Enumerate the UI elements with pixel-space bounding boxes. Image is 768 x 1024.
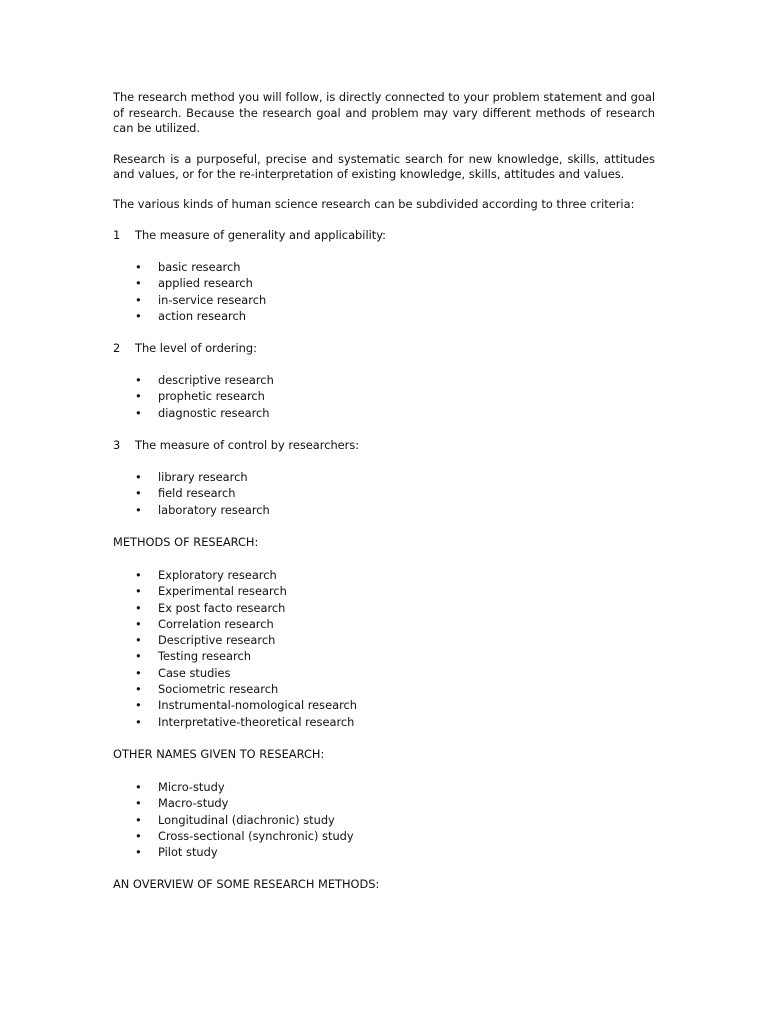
bullet-icon: • [135, 796, 142, 811]
overview-heading: AN OVERVIEW OF SOME RESEARCH METHODS: [113, 877, 380, 892]
bullet-icon: • [135, 779, 142, 794]
criterion-3-list [113, 469, 655, 518]
list-item: • Testing research [135, 649, 251, 664]
list-item: • Pilot study [135, 845, 218, 860]
bullet-icon: • [135, 260, 142, 274]
intro-paragraph-1: The research method you will follow, is directly connected to your problem statement and goal of research. Because the research goal and problem may vary different methods of research can be utilized. [113, 90, 655, 135]
document-page [113, 90, 655, 892]
list-item: • Sociometric research [135, 682, 279, 697]
list-item: • field research [135, 486, 236, 501]
bullet-icon: • [135, 828, 142, 843]
list-item: • laboratory research [135, 502, 270, 517]
criterion-3 [113, 437, 655, 453]
criterion-2-list [113, 372, 655, 421]
criterion-2 [113, 340, 655, 356]
bullet-icon: • [135, 308, 142, 323]
criterion-1 [113, 227, 655, 243]
bullet-icon: • [135, 486, 142, 501]
list-item: • basic research [135, 260, 241, 274]
bullet-icon: • [135, 649, 142, 664]
criterion-1-list [113, 259, 655, 324]
bullet-icon: • [135, 812, 142, 827]
methods-heading: METHODS OF RESEARCH: [113, 534, 259, 549]
criterion-label: The measure of generality and applicability: [135, 228, 386, 242]
bullet-icon: • [135, 292, 142, 307]
bullet-icon: • [135, 633, 142, 648]
other-names-heading: OTHER NAMES GIVEN TO RESEARCH: [113, 746, 325, 761]
criterion-label: The level of ordering: [135, 341, 257, 356]
list-item: • in-service research [135, 292, 267, 307]
list-item: • Descriptive research [135, 633, 276, 648]
bullet-icon: • [135, 584, 142, 599]
list-item: • Interpretative-theoretical research [135, 714, 355, 729]
intro-paragraph-2: Research is a purposeful, precise and systematic search for new knowledge, skills, attitudes and values, or for the re-interpretation of existing knowledge, skills, attitudes and values. [113, 151, 655, 181]
bullet-icon: • [135, 616, 142, 631]
list-item: • diagnostic research [135, 405, 270, 420]
bullet-icon: • [135, 502, 142, 517]
list-item: • action research [135, 308, 246, 323]
bullet-icon: • [135, 665, 142, 680]
bullet-icon: • [135, 373, 142, 388]
list-item: • Experimental research [135, 584, 287, 599]
list-item: • Ex post facto research [135, 600, 286, 615]
list-item: • Instrumental-nomological research [135, 698, 358, 713]
other-names-list [113, 779, 655, 860]
criterion-label: The measure of control by researchers: [135, 438, 360, 453]
criterion-number: 2 [113, 341, 121, 356]
list-item: • Macro-study [135, 796, 229, 811]
bullet-icon: • [135, 845, 142, 860]
intro-paragraph-3: The various kinds of human science research can be subdivided according to three criteria: [113, 196, 635, 211]
bullet-icon: • [135, 276, 142, 291]
list-item: • library research [135, 470, 248, 485]
bullet-icon: • [135, 567, 142, 582]
list-item: • Exploratory research [135, 567, 277, 582]
bullet-icon: • [135, 698, 142, 713]
bullet-icon: • [135, 470, 142, 485]
list-item: • Micro-study [135, 779, 225, 794]
criterion-number: 1 [113, 228, 121, 242]
bullet-icon: • [135, 600, 142, 615]
bullet-icon: • [135, 405, 142, 420]
list-item: • prophetic research [135, 389, 265, 404]
list-item: • Correlation research [135, 616, 274, 631]
list-item: • descriptive research [135, 373, 274, 388]
criterion-number: 3 [113, 438, 121, 453]
methods-list [113, 567, 655, 730]
bullet-icon: • [135, 714, 142, 729]
list-item: • Case studies [135, 665, 231, 680]
bullet-icon: • [135, 389, 142, 404]
list-item: • Longitudinal (diachronic) study [135, 812, 335, 827]
bullet-icon: • [135, 682, 142, 697]
list-item: • Cross-sectional (synchronic) study [135, 828, 354, 843]
list-item: • applied research [135, 276, 253, 291]
